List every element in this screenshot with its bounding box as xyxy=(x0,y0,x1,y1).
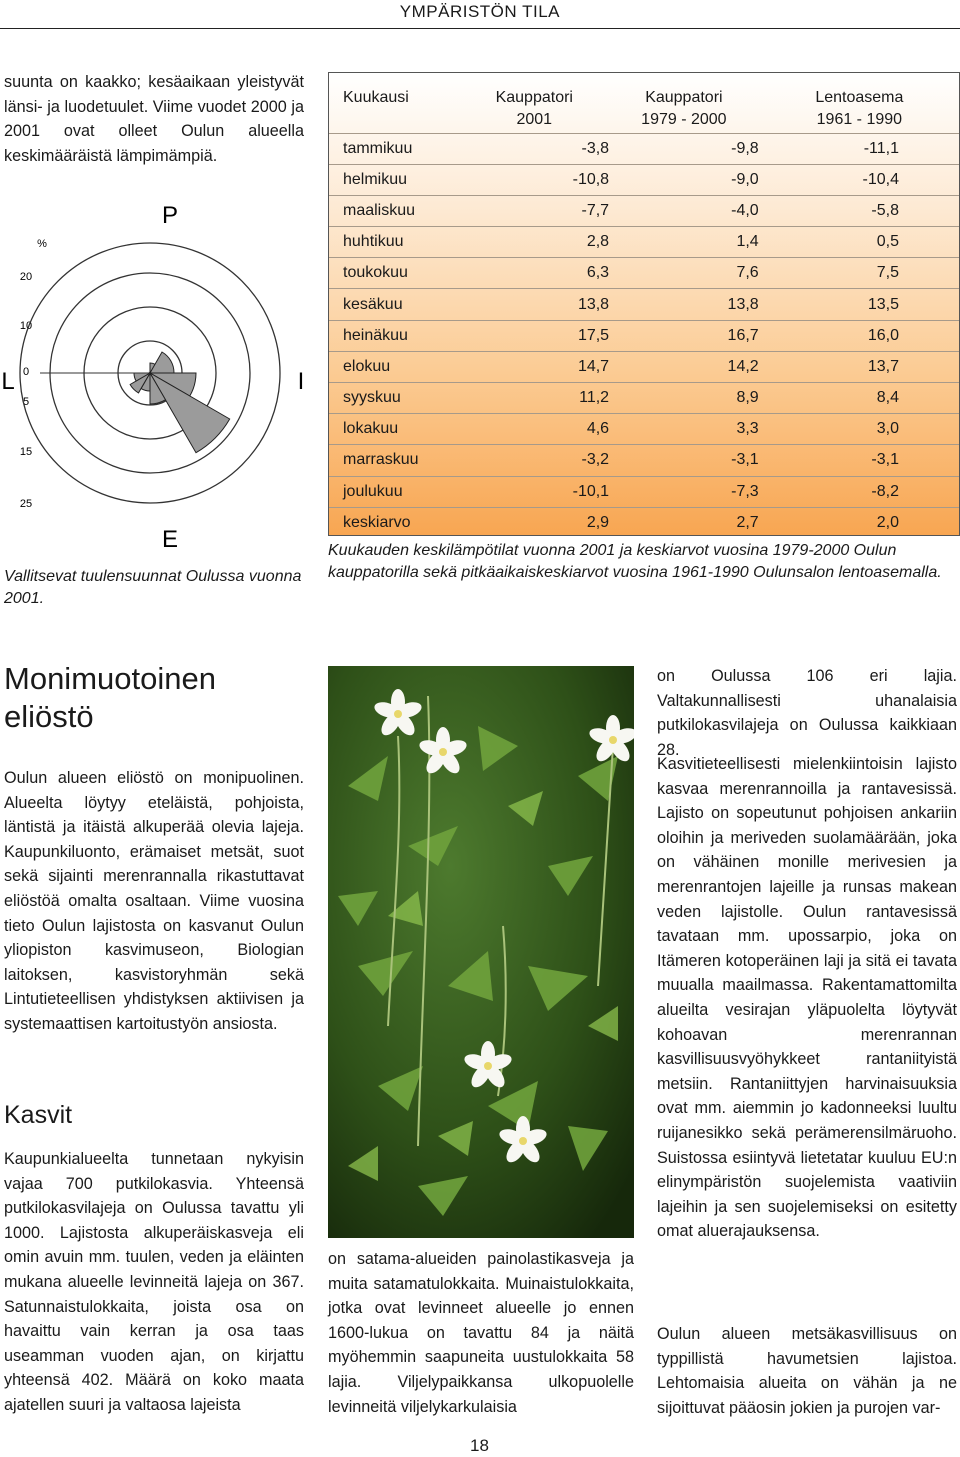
table-row xyxy=(329,351,959,382)
table-row xyxy=(329,227,959,258)
header-col3: Lentoasema 1961 - 1990 xyxy=(815,89,904,128)
cell-2001: 14,7 xyxy=(459,351,609,382)
cell-2001: 2,9 xyxy=(459,507,609,538)
table-row xyxy=(329,164,959,195)
cell-2001: -3,2 xyxy=(459,445,609,476)
biodiversity-paragraph xyxy=(4,766,304,1037)
section-heading-plants: Kasvit xyxy=(4,1101,73,1129)
right-text-1: on Oulussa 106 eri lajia. Valtakunnallisesti uhanalaisia putkilokasvilajeja on Oulussa kaikkiaan 28. xyxy=(657,667,957,759)
table-row xyxy=(329,507,959,538)
wind-rose-caption: Vallitsevat tuulensuunnat Oulussa vuonna 2001. xyxy=(4,568,302,607)
cell-2001: 6,3 xyxy=(459,258,609,289)
biodiversity-text: Oulun alueen eliöstö on monipuolinen. Alueelta löytyy eteläistä, pohjoista, läntistä ja itäistä alkuperää olevia lajeja. Kaupunkiluonto, erämaiset metsät, suot sekä sijainti merenrannalla rikastuttavat eliöstöä omalta osaltaan. Viime vuosina tieto Oulun lajistosta on kasvanut Oulun yliopiston kasvimuseon, Biologian laitoksen, kasvistoryhmän sekä Lintutieteellisen yhdistyksen aktiivisen ja systemaattisen kartoitustyön ansiosta. xyxy=(4,769,304,1033)
cell-1979-2000: 2,7 xyxy=(609,507,759,538)
cell-month: toukokuu xyxy=(329,258,459,289)
cell-1979-2000: 1,4 xyxy=(609,227,759,258)
cell-1961-1990: 13,5 xyxy=(759,289,959,320)
cell-1961-1990: 13,7 xyxy=(759,351,959,382)
cell-1961-1990: -10,4 xyxy=(759,164,959,195)
cell-month: elokuu xyxy=(329,351,459,382)
middle-paragraph xyxy=(328,1247,634,1419)
rose-sectors xyxy=(130,352,230,453)
header-col2: Kauppatori 1979 - 2000 xyxy=(641,89,727,128)
middle-text: on satama-alueiden painolastikasveja ja muita satamatulokkaita. Muinaistulokkaita, jotka ovat levinneet alueelle jo ennen 1600-lukua on tavattu 84 ja näitä myöhemmin saapuneita uustulokkaita 58 lajia. Viljelypaikkansa ulkopuolelle levinneitä viljelykarkulaisia xyxy=(328,1250,634,1416)
running-title: YMPÄRISTÖN TILA xyxy=(399,2,560,21)
cell-1961-1990: 2,0 xyxy=(759,507,959,538)
rose-scale-label: 0 xyxy=(22,366,30,378)
rose-scale-label: 5 xyxy=(22,396,30,408)
cell-1961-1990: 0,5 xyxy=(759,227,959,258)
table-row xyxy=(329,133,959,164)
cell-1979-2000: 16,7 xyxy=(609,320,759,351)
table-row xyxy=(329,476,959,507)
cell-1961-1990: 3,0 xyxy=(759,414,959,445)
cell-1979-2000: 8,9 xyxy=(609,383,759,414)
right-text-3: Oulun alueen metsäkasvillisuus on typpillistä havumetsien lajistoa. Lehtomaisia alueita on vähän ja ne sijoittuvat pääosin jokien ja purojen var- xyxy=(657,1325,957,1417)
cell-1961-1990: 7,5 xyxy=(759,258,959,289)
cell-2001: -10,1 xyxy=(459,476,609,507)
page-header xyxy=(0,0,960,30)
table-caption: Kuukauden keskilämpötilat vuonna 2001 ja keskiarvot vuosina 1979-2000 Oulun kauppatorilla sekä pitkäaikaiskeskiarvot vuosina 1961-1990 Oulunsalon lentoasemalla. xyxy=(328,542,942,581)
cell-1961-1990: -3,1 xyxy=(759,445,959,476)
intro-paragraph xyxy=(4,70,304,168)
table-row xyxy=(329,195,959,226)
cell-2001: -3,8 xyxy=(459,133,609,164)
cell-month: kesäkuu xyxy=(329,289,459,320)
temperature-table-box xyxy=(328,72,960,536)
cell-1961-1990: -11,1 xyxy=(759,133,959,164)
table-row xyxy=(329,414,959,445)
cell-2001: 11,2 xyxy=(459,383,609,414)
table-body xyxy=(329,133,959,538)
cell-1961-1990: -5,8 xyxy=(759,195,959,226)
cell-2001: -10,8 xyxy=(459,164,609,195)
rose-scale-label: 10 xyxy=(19,320,33,332)
cell-month: helmikuu xyxy=(329,164,459,195)
intro-text: suunta on kaakko; kesäaikaan yleistyvät länsi- ja luodetuulet. Viime vuodet 2000 ja 2001 ovat olleet Oulun alueella keskimääräistä lämpimämpiä. xyxy=(4,73,304,165)
cell-1961-1990: 8,4 xyxy=(759,383,959,414)
header-col1: Kauppatori 2001 xyxy=(495,89,573,128)
header-rule xyxy=(0,28,960,29)
wind-rose-diagram xyxy=(0,185,320,565)
table-header-row xyxy=(329,73,959,133)
table-row xyxy=(329,383,959,414)
section-heading-biodiversity: Monimuotoinen eliöstö xyxy=(4,661,216,734)
table-row xyxy=(329,258,959,289)
rose-north-label: P xyxy=(161,202,179,229)
plants-paragraph xyxy=(4,1147,304,1418)
cell-1979-2000: 3,3 xyxy=(609,414,759,445)
cell-month: heinäkuu xyxy=(329,320,459,351)
cell-month: joulukuu xyxy=(329,476,459,507)
cell-month: marraskuu xyxy=(329,445,459,476)
cell-1979-2000: 14,2 xyxy=(609,351,759,382)
rose-unit-label: % xyxy=(37,238,47,250)
cell-1979-2000: -4,0 xyxy=(609,195,759,226)
cell-month: keskiarvo xyxy=(329,507,459,538)
right-paragraph-1 xyxy=(657,664,957,762)
table-row xyxy=(329,320,959,351)
cell-2001: -7,7 xyxy=(459,195,609,226)
cell-1979-2000: 7,6 xyxy=(609,258,759,289)
temperature-table xyxy=(329,73,959,538)
rose-west-label: L xyxy=(1,368,15,395)
right-paragraph-2 xyxy=(657,752,957,1244)
rose-scale-label: 20 xyxy=(19,271,33,283)
cell-1979-2000: -3,1 xyxy=(609,445,759,476)
cell-2001: 13,8 xyxy=(459,289,609,320)
cell-1979-2000: -9,0 xyxy=(609,164,759,195)
rose-scale-label: 15 xyxy=(19,446,33,458)
rose-south-label: E xyxy=(161,526,179,553)
right-paragraph-3 xyxy=(657,1322,957,1420)
cell-month: huhtikuu xyxy=(329,227,459,258)
rose-east-label: I xyxy=(297,368,305,395)
cell-1979-2000: -7,3 xyxy=(609,476,759,507)
cell-month: tammikuu xyxy=(329,133,459,164)
cell-2001: 2,8 xyxy=(459,227,609,258)
cell-2001: 17,5 xyxy=(459,320,609,351)
plants-text: Kaupunkialueelta tunnetaan nykyisin vajaa 700 putkilokasvia. Yhteensä putkilokasvilajeja on Oulussa tavattu yli 1000. Lajistosta alkuperäiskasveja eli omin avuin mm. tuulen, veden ja eläinten mukana alueelle levinneitä lajeja on 367. Satunnaistulokkaita, joista osa on havaittu vain kerran ja osa taas useamman vuoden ajan, on kirjattu yhteensä 402. Määrä on koko maata ajatellen suuri ja valtaosa lajeista xyxy=(4,1150,304,1414)
cell-1979-2000: 13,8 xyxy=(609,289,759,320)
cell-month: syyskuu xyxy=(329,383,459,414)
header-month: Kuukausi xyxy=(343,89,409,106)
wood-anemone-photo xyxy=(328,666,634,1238)
rose-scale-label: 25 xyxy=(19,498,33,510)
table-row xyxy=(329,445,959,476)
cell-2001: 4,6 xyxy=(459,414,609,445)
cell-month: maaliskuu xyxy=(329,195,459,226)
right-text-2: Kasvitieteellisesti mielenkiintoisin lajisto kasvaa merenrannoilla ja rantavesissä. Lajisto on sopeutunut pohjoisen ankariin oloihin ja meriveden suolamäärään, joka on vähäinen monille merivesien ja merenrantojen lajeille ja runsas makean veden lajistolle. Oulun rantavesissä tavataan mm. upossarpio, joka on Itämeren kotoperäinen laji ja sitä ei tavata muualla maailmassa. Rakentamattomilta alueilta vesirajan yläpuolelta löytyvät kohoavan merenrannan kasvillisuusvyöhykkeet rantaniityistä metsiin. Rantaniittyjen harvinaisuuksia ovat mm. aiemmin jo kadonneeksi luultu ruijanesikko sekä perämerensilmäruoho. Suistossa esiintyvä lietetatar kuuluu EU:n elinympäristön suojelemista vaativiin lajeihin ja sen suojelemiseksi on esitetty omat aluerajauksensa. xyxy=(657,755,957,1241)
page-number: 18 xyxy=(470,1436,489,1455)
cell-1979-2000: -9,8 xyxy=(609,133,759,164)
cell-1961-1990: -8,2 xyxy=(759,476,959,507)
cell-1961-1990: 16,0 xyxy=(759,320,959,351)
cell-month: lokakuu xyxy=(329,414,459,445)
table-row xyxy=(329,289,959,320)
